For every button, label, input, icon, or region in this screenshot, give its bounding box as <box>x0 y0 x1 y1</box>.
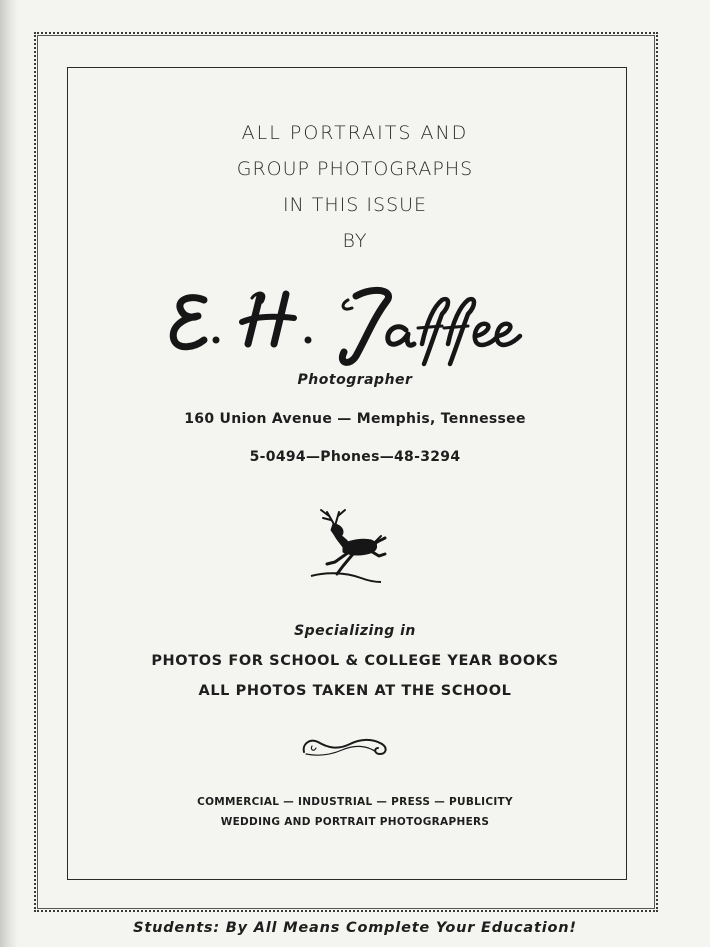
services-line-2: WEDDING AND PORTRAIT PHOTOGRAPHERS <box>220 816 490 828</box>
photographer-signature-logo <box>160 278 540 368</box>
photographer-title: Photographer <box>297 372 413 388</box>
specialty-line-2: ALL PHOTOS TAKEN AT THE SCHOOL <box>198 683 512 699</box>
leaping-deer-icon <box>305 502 389 588</box>
studio-address: 160 Union Avenue — Memphis, Tennessee <box>184 411 526 427</box>
flourish-ornament-icon <box>298 730 394 764</box>
services-line-1: COMMERCIAL — INDUSTRIAL — PRESS — PUBLICITY <box>197 796 513 808</box>
headline-line-4: BY <box>342 230 368 252</box>
specialty-intro: Specializing in <box>294 623 416 639</box>
specialty-line-1: PHOTOS FOR SCHOOL & COLLEGE YEAR BOOKS <box>151 653 559 669</box>
studio-phones: 5-0494—Phones—48-3294 <box>249 449 461 465</box>
headline-line-2: GROUP PHOTOGRAPHS <box>236 158 474 180</box>
headline-line-1: ALL PORTRAITS AND <box>241 122 469 144</box>
headline-line-3: IN THIS ISSUE <box>282 194 428 216</box>
footer-slogan: Students: By All Means Complete Your Education! <box>133 920 577 936</box>
